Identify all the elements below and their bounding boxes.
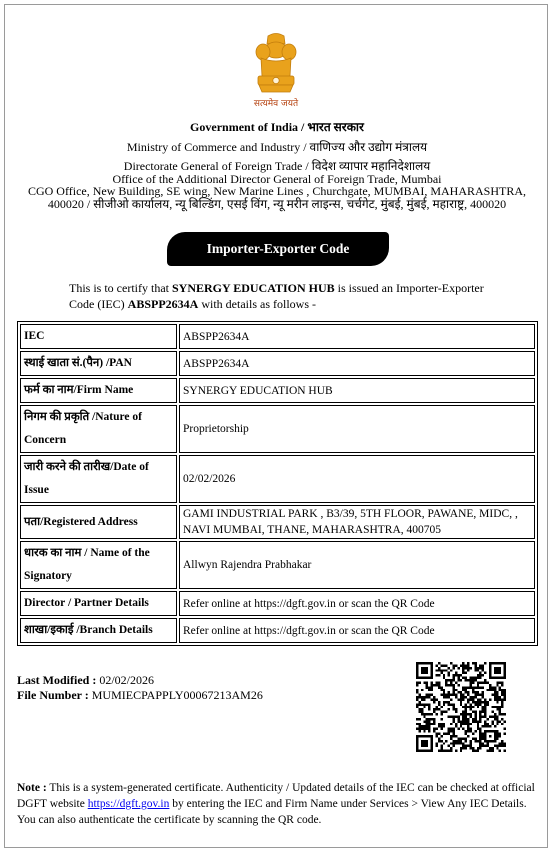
- date-of-issue-label: जारी करने की तारीख/Date of Issue: [20, 455, 177, 503]
- dgft-website-link[interactable]: https://dgft.gov.in: [87, 798, 170, 810]
- certification-statement: This is to certify that SYNERGY EDUCATION HUB is issued an Importer-Exporter Code (IEC) ABSPP2634A with details as follows -: [69, 281, 484, 311]
- file-number-value: MUMIECPAPPLY00067213AM26: [88, 688, 263, 702]
- nature-of-concern-label: निगम की प्रकृति /Nature of Concern: [20, 405, 177, 453]
- pan-label: स्थाई खाता सं.(पैन) /PAN: [20, 351, 177, 376]
- table-row: [20, 351, 535, 376]
- office-address-line1: CGO Office, New Building, SE wing, New Marine Lines , Churchgate, MUMBAI, MAHARASHTRA,: [27, 184, 527, 198]
- iec-value: ABSPP2634A: [179, 324, 535, 349]
- table-row: [20, 618, 535, 643]
- directorate-name: Directorate General of Foreign Trade / विदेश व्यापार महानिदेशालय: [123, 159, 431, 173]
- qr-code[interactable]: [416, 662, 506, 752]
- certified-iec-code: ABSPP2634A: [127, 296, 199, 311]
- note-paragraph: Note : This is a system-generated certificate. Authenticity / Updated details of the IEC can be checked at official DGFT website https://dgft.gov.in by entering the IEC and Firm Name under Services > View Any IEC Details. You can also authenticate the certificate by scanning the QR code.: [17, 782, 535, 826]
- iec-label: IEC: [20, 324, 177, 349]
- director-partner-value: Refer online at https://dgft.gov.in or scan the QR Code: [179, 591, 535, 616]
- nature-of-concern-value: Proprietorship: [179, 405, 535, 453]
- table-row: [20, 378, 535, 403]
- signatory-name-value: Allwyn Rajendra Prabhakar: [179, 541, 535, 589]
- document-title-badge: Importer-Exporter Code: [167, 232, 389, 266]
- table-row: [20, 324, 535, 349]
- last-modified-date: 02/02/2026: [96, 673, 155, 687]
- ministry-name: Ministry of Commerce and Industry / वाणिज्य और उद्योग मंत्रालय: [126, 140, 428, 154]
- table-row: [20, 591, 535, 616]
- last-modified: Last Modified : 02/02/2026: [17, 673, 155, 687]
- table-row: [20, 405, 535, 453]
- table-row: [20, 505, 535, 539]
- table-row: [20, 541, 535, 589]
- office-address-line2: 400020 / सीजीओ कार्यालय, न्यू बिल्डिंग, एसई विंग, न्यू मरीन लाइन्स, चर्चगेट, मुंबई, मुंबई, महाराष्ट्र, 400020: [47, 197, 507, 211]
- signatory-name-label: धारक का नाम / Name of the Signatory: [20, 541, 177, 589]
- office-name: Office of the Additional Director General of Foreign Trade, Mumbai: [112, 172, 442, 186]
- date-of-issue-value: 02/02/2026: [179, 455, 535, 503]
- branch-details-label: शाखा/इकाई /Branch Details: [20, 618, 177, 643]
- pan-value: ABSPP2634A: [179, 351, 535, 376]
- national-emblem-icon: [241, 30, 311, 110]
- firm-name-value: SYNERGY EDUCATION HUB: [179, 378, 535, 403]
- details-table: [17, 321, 538, 646]
- firm-name-label: फर्म का नाम/Firm Name: [20, 378, 177, 403]
- registered-address-value: GAMI INDUSTRIAL PARK , B3/39, 5TH FLOOR, PAWANE, MIDC, , NAVI MUMBAI, THANE, MAHARASHTRA, 400705: [179, 505, 535, 539]
- registered-address-label: पता/Registered Address: [20, 505, 177, 539]
- director-partner-label: Director / Partner Details: [20, 591, 177, 616]
- svg-text:सत्यमेव जयते: सत्यमेव जयते: [253, 99, 299, 109]
- file-number: File Number : MUMIECPAPPLY00067213AM26: [17, 688, 263, 702]
- branch-details-value: Refer online at https://dgft.gov.in or scan the QR Code: [179, 618, 535, 643]
- certified-firm-name: SYNERGY EDUCATION HUB: [171, 281, 335, 295]
- table-row: [20, 455, 535, 503]
- government-title: Government of India / भारत सरकार: [190, 120, 364, 134]
